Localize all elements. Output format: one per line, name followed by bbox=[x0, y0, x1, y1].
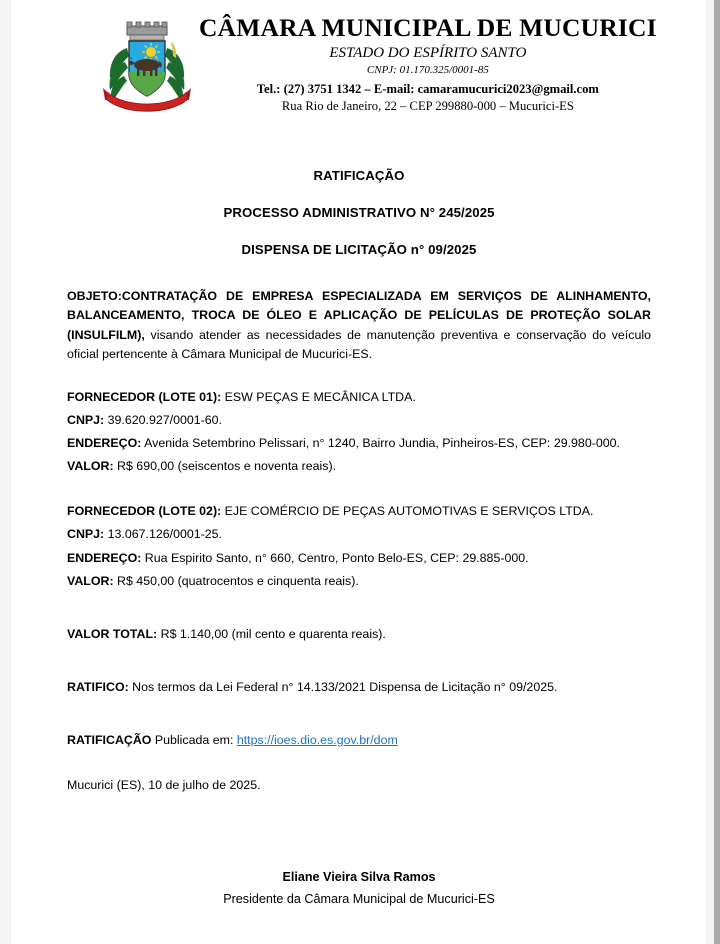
page-sheet bbox=[11, 0, 707, 909]
lote02-endereco-label: ENDEREÇO: bbox=[67, 550, 142, 565]
vertical-scrollbar-track[interactable] bbox=[706, 0, 720, 944]
objeto-bold-text: CONTRATAÇÃO DE EMPRESA ESPECIALIZADA EM SERVIÇOS DE ALINHAMENTO, BALANCEAMENTO, TROCA DE ÓLEO E APLICAÇÃO DE PELÍCULAS DE PROTEÇÃO SOLAR (INSULFILM), bbox=[67, 288, 651, 342]
lote02-cnpj bbox=[67, 524, 651, 544]
lote01-cnpj bbox=[67, 410, 651, 430]
organization-state: ESTADO DO ESPÍRITO SANTO bbox=[329, 44, 527, 61]
organization-cnpj: CNPJ: 01.170.325/0001-85 bbox=[366, 64, 489, 77]
document-title-block bbox=[67, 169, 651, 257]
lote01-endereco-label: ENDEREÇO: bbox=[67, 436, 142, 451]
lote01-fornecedor-value: ESW PEÇAS E MECÂNICA LTDA. bbox=[221, 389, 416, 404]
valor-total-value: R$ 1.140,00 (mil cento e quarenta reais). bbox=[157, 626, 386, 641]
signature-block bbox=[67, 867, 651, 909]
objeto-rest-text: visando atender as necessidades de manutenção preventiva e conservação do veículo oficial pertencente à Câmara Municipal de Mucurici-ES. bbox=[67, 327, 651, 362]
lote02-valor-label: VALOR: bbox=[67, 573, 114, 588]
lote02-cnpj-value: 13.067.126/0001-25. bbox=[104, 527, 223, 542]
objeto-paragraph bbox=[67, 287, 651, 365]
lote02-valor-value: R$ 450,00 (quatrocentos e cinquenta reais). bbox=[113, 573, 359, 588]
organization-address: Rua Rio de Janeiro, 22 – CEP 299880-000 – Mucurici-ES bbox=[281, 98, 574, 113]
spacer bbox=[67, 647, 651, 677]
document-page bbox=[11, 0, 707, 944]
lote02-endereco-value: Rua Espirito Santo, n° 660, Centro, Ponto Belo-ES, CEP: 29.885-000. bbox=[141, 550, 529, 565]
lote01-fornecedor bbox=[67, 387, 651, 407]
lote02-fornecedor bbox=[67, 501, 651, 521]
title-dispensa-licitacao: DISPENSA DE LICITAÇÃO n° 09/2025 bbox=[241, 242, 477, 258]
lote02-endereco bbox=[67, 548, 651, 568]
objeto-label: OBJETO: bbox=[67, 288, 122, 303]
viewer-left-gutter bbox=[0, 0, 11, 944]
lote01-endereco bbox=[67, 433, 651, 453]
place-and-date: Mucurici (ES), 10 de julho de 2025. bbox=[67, 778, 261, 793]
header-text-block bbox=[195, 14, 667, 114]
document-header bbox=[67, 13, 657, 124]
lote02-fornecedor-value: EJE COMÉRCIO DE PEÇAS AUTOMOTIVAS E SERVIÇOS LTDA. bbox=[221, 504, 594, 519]
lote02-valor bbox=[67, 571, 651, 591]
publication-prefix: Publicada em: bbox=[151, 732, 237, 747]
lote02-fornecedor-label: FORNECEDOR (LOTE 02): bbox=[67, 504, 222, 519]
vertical-scrollbar-thumb[interactable] bbox=[714, 0, 720, 944]
publication-line bbox=[67, 730, 651, 750]
ratifico-statement bbox=[67, 677, 651, 697]
lote01-cnpj-value: 39.620.927/0001-60. bbox=[104, 413, 223, 428]
spacer bbox=[67, 479, 651, 501]
ratifico-value: Nos termos da Lei Federal n° 14.133/2021 Dispensa de Licitação n° 09/2025. bbox=[128, 679, 558, 694]
lote01-valor bbox=[67, 456, 651, 476]
publication-label: RATIFICAÇÃO bbox=[67, 732, 152, 747]
lote02-cnpj-label: CNPJ: bbox=[67, 527, 105, 542]
title-ratificacao: RATIFICAÇÃO bbox=[313, 168, 405, 183]
publication-link[interactable]: https://ioes.dio.es.gov.br/dom bbox=[236, 732, 398, 747]
organization-contact: Tel.: (27) 3751 1342 – E-mail: camaramucurici2023@gmail.com bbox=[256, 81, 599, 96]
organization-title: CÂMARA MUNICIPAL DE MUCURICI bbox=[199, 13, 657, 42]
ratifico-label: RATIFICO: bbox=[67, 679, 129, 694]
valor-total-label: VALOR TOTAL: bbox=[67, 626, 158, 641]
valor-total bbox=[67, 624, 651, 644]
signatory-name: Eliane Vieira Silva Ramos bbox=[282, 870, 436, 885]
spacer bbox=[67, 700, 651, 730]
coat-of-arms-icon bbox=[99, 18, 195, 122]
lote01-valor-label: VALOR: bbox=[67, 459, 114, 474]
title-processo-administrativo: PROCESSO ADMINISTRATIVO N° 245/2025 bbox=[223, 205, 495, 221]
lote01-valor-value: R$ 690,00 (seiscentos e noventa reais). bbox=[113, 459, 337, 474]
lote01-cnpj-label: CNPJ: bbox=[67, 413, 105, 428]
spacer bbox=[67, 594, 651, 624]
lote01-endereco-value: Avenida Setembrino Pelissari, n° 1240, Bairro Jundia, Pinheiros-ES, CEP: 29.980-000. bbox=[141, 436, 620, 451]
document-body bbox=[67, 287, 651, 796]
spacer bbox=[67, 753, 651, 775]
signatory-role: Presidente da Câmara Municipal de Mucurici-ES bbox=[223, 892, 495, 907]
lote01-fornecedor-label: FORNECEDOR (LOTE 01): bbox=[67, 389, 222, 404]
spacer bbox=[67, 365, 651, 387]
